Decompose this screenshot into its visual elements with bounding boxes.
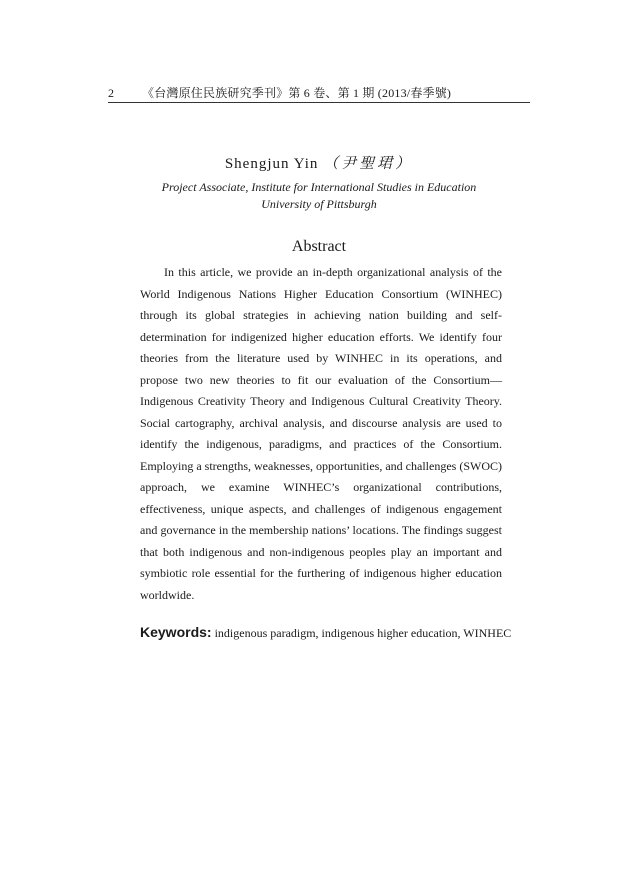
author-line (0, 152, 638, 173)
author-institution: University of Pittsburgh (261, 197, 377, 211)
abstract-body (140, 262, 502, 606)
page-number: 2 (108, 86, 114, 100)
author-affiliation: Project Associate, Institute for International Studies in Education (161, 180, 477, 194)
keywords-label: Keywords: (140, 624, 212, 640)
keywords-text: indigenous paradigm, indigenous higher education, WINHEC (214, 626, 512, 640)
abstract-paragraph: In this article, we provide an in-depth organizational analysis of the World Indigenous Nations Higher Education Consortium (WINHEC) through its global strategies in achieving nation building and self-determination for indigenized higher education efforts. We identify four theories from the literature used by WINHEC in its operations, and propose two new theories to fit our evaluation of the Consortium—Indigenous Creativity Theory and Indigenous Cultural Creativity Theory. Social cartography, archival analysis, and discourse analysis are used to identify the indigenous, paradigms, and practices of the Consortium. Employing a strengths, weaknesses, opportunities, and challenges (SWOC) approach, we examine WINHEC’s organizational contributions, effectiveness, unique aspects, and challenges of indigenous engagement and governance in the membership nations’ locations. The findings suggest that both indigenous and non-indigenous peoples play an important and symbiotic role essential for the furthering of indigenous higher education worldwide. (140, 265, 502, 602)
author-name: Shengjun Yin (224, 156, 319, 172)
abstract-title: Abstract (291, 238, 347, 255)
keywords-line (140, 624, 520, 641)
running-header (108, 86, 530, 103)
journal-citation: 《台灣原住民族研究季刊》第 6 卷、第 1 期 (2013/春季號) (142, 86, 452, 100)
author-chinese-name: （尹聖珺） (323, 156, 414, 172)
